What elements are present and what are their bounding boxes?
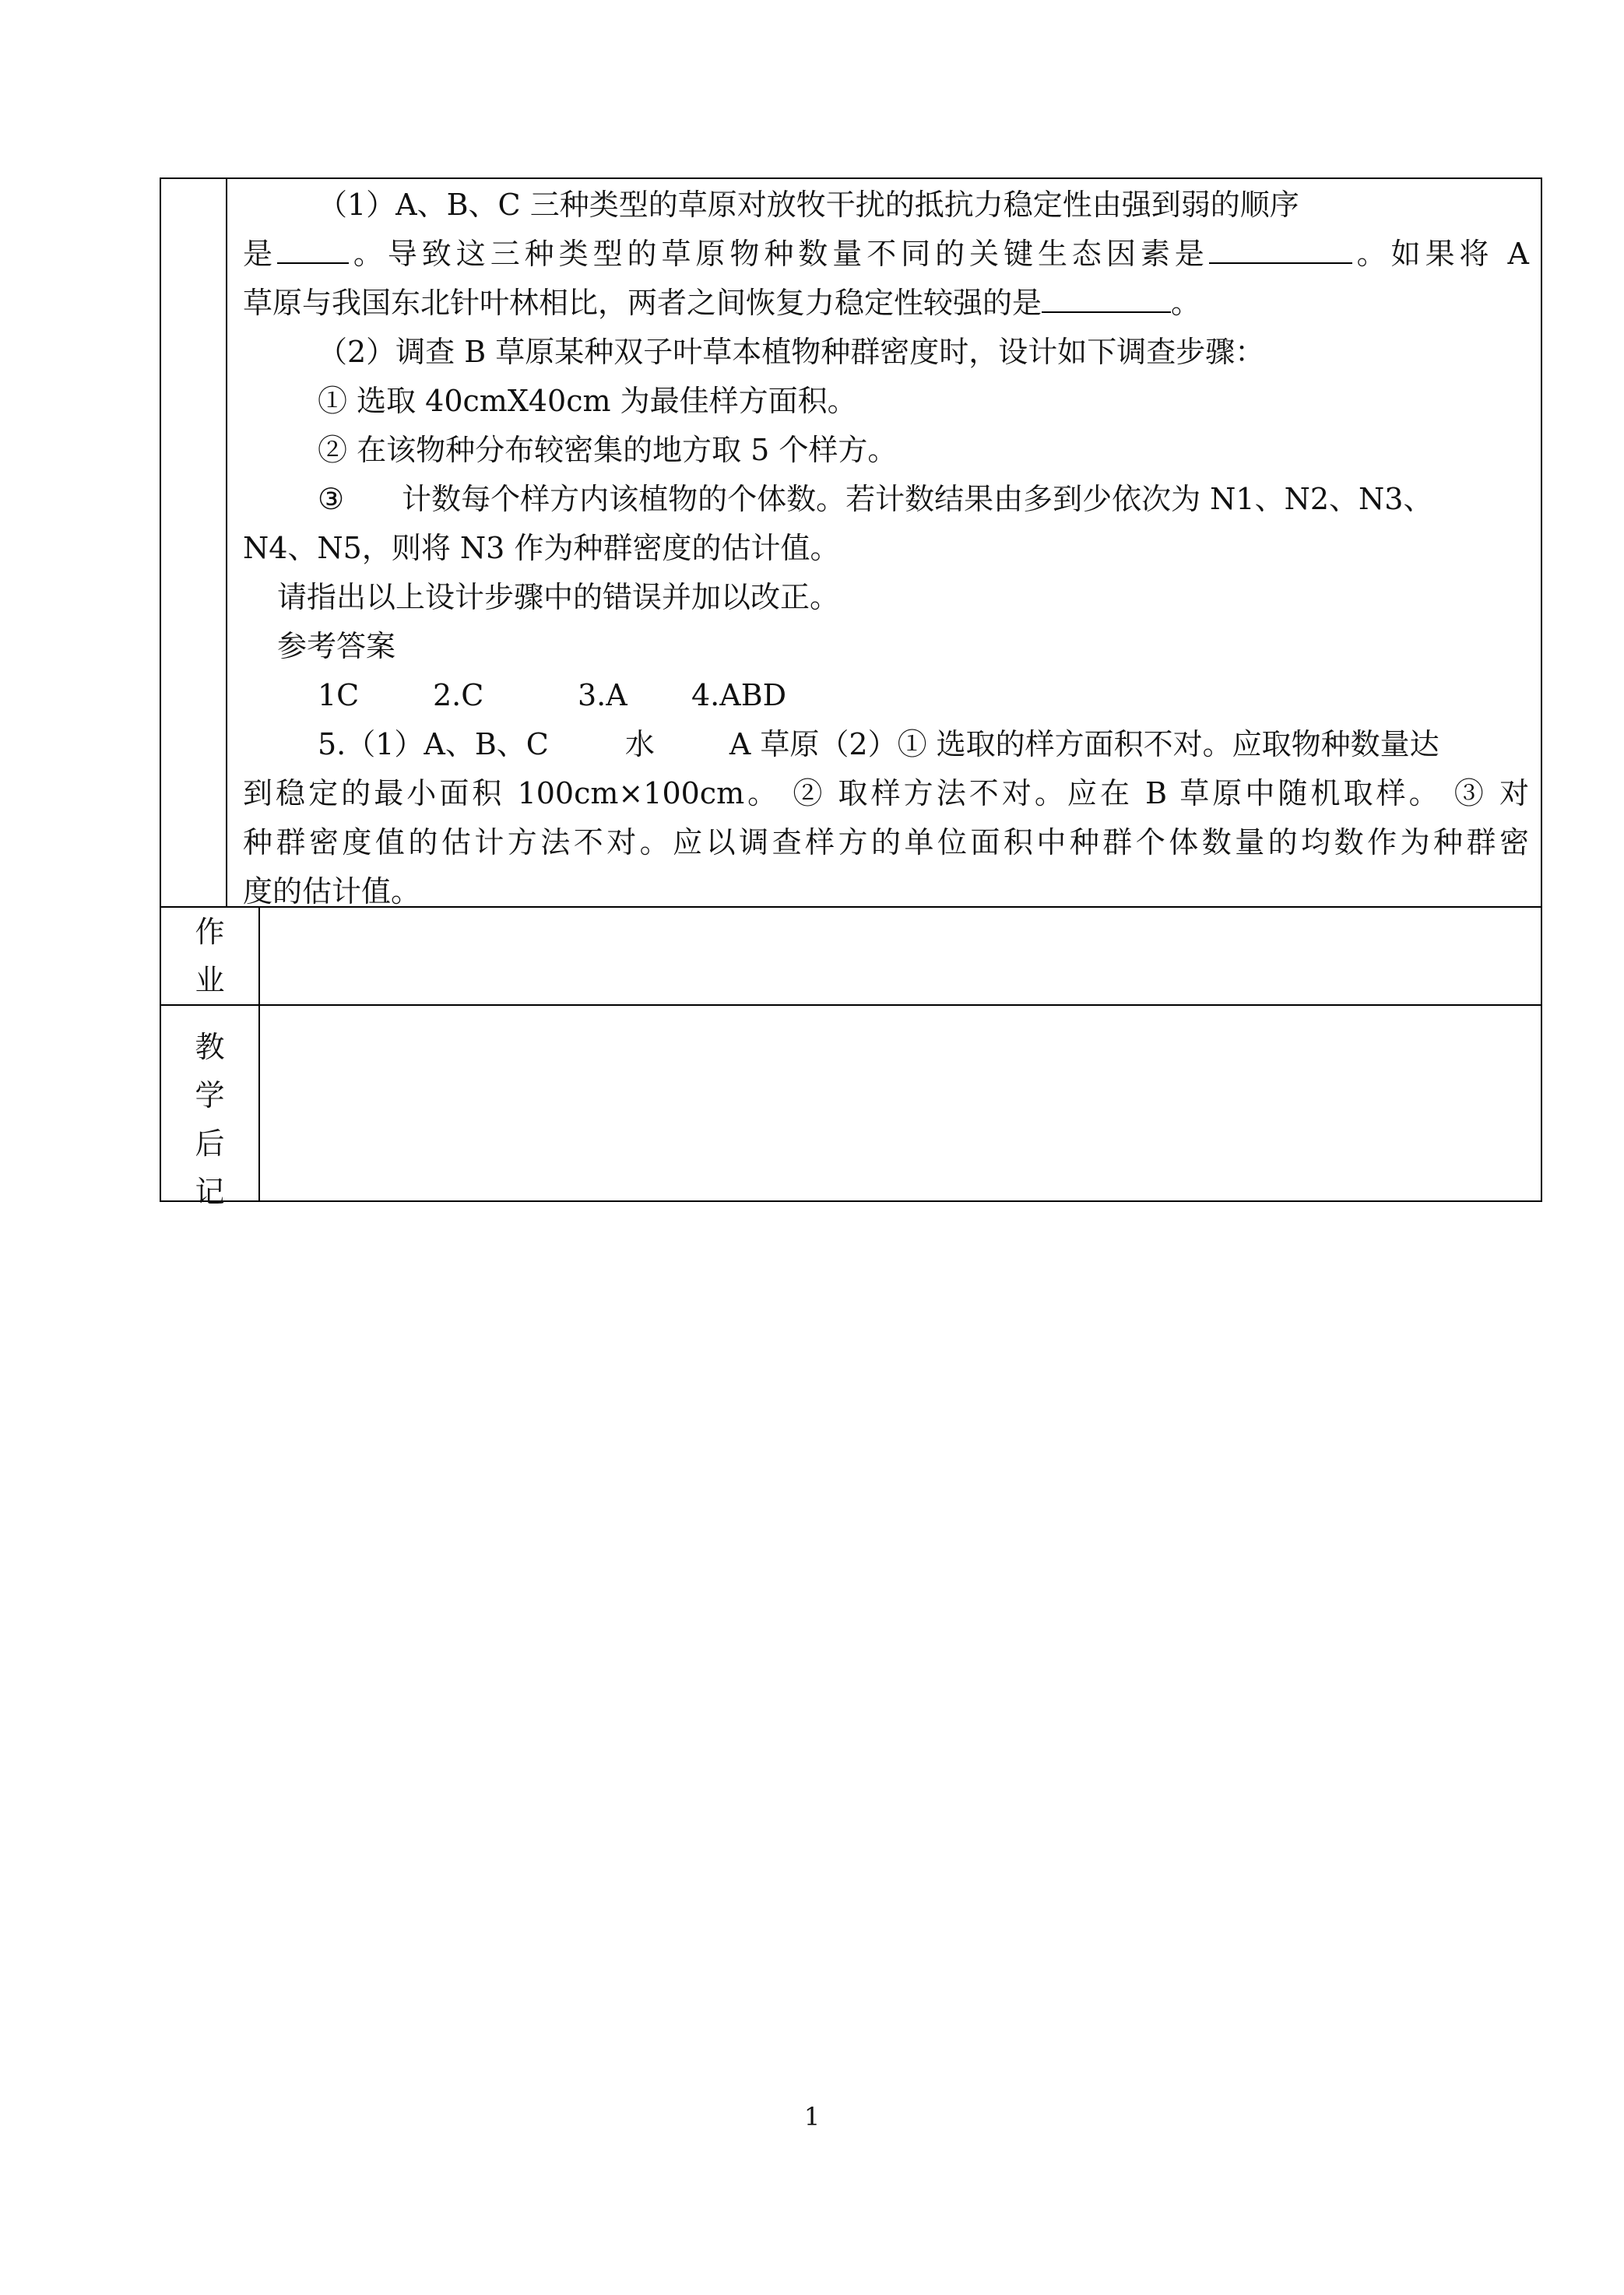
- answer-3: 3.A: [578, 678, 627, 712]
- text: 。: [1171, 286, 1201, 320]
- step-1: ① 选取 40cmX40cm 为最佳样方面积。: [318, 384, 857, 418]
- question-1-line-3: [243, 279, 1529, 328]
- step-3: [243, 475, 1529, 524]
- homework-label-char: 业: [195, 963, 225, 997]
- answer-1: 1C: [318, 678, 360, 712]
- homework-label: [161, 908, 258, 1004]
- text: 是: [243, 237, 277, 271]
- answers-heading: 参考答案: [277, 629, 396, 663]
- question-2-intro: （2）调查 B 草原某种双子叶草本植物种群密度时，设计如下调查步骤：: [318, 335, 1265, 369]
- teaching-notes-label: [161, 1023, 258, 1216]
- instruction: 请指出以上设计步骤中的错误并加以改正。: [277, 580, 840, 614]
- text: A 草原（2）① 选取的样方面积不对。应取物种数量达: [729, 727, 1439, 761]
- teaching-notes-label-char: 教: [195, 1030, 225, 1064]
- answer-5-line-4: 度的估计值。: [243, 874, 421, 909]
- answer-blank-1: [277, 239, 349, 264]
- question-1-line-2: [243, 230, 1529, 279]
- question-1-line-1: （1）A、B、C 三种类型的草原对放牧干扰的抵抗力稳定性由强到弱的顺序: [318, 188, 1299, 222]
- teaching-notes-label-char: 学: [195, 1078, 225, 1112]
- text: 水: [624, 727, 655, 761]
- questions-content: [243, 181, 1529, 916]
- answer-5-line-1: [243, 720, 1529, 769]
- step-3-text: 计数每个样方内该植物的个体数。若计数结果由多到少依次为 N1、N2、N3、: [402, 482, 1433, 516]
- step-3-continued: N4、N5，则将 N3 作为种群密度的估计值。: [243, 531, 840, 565]
- answer-2: 2.C: [433, 678, 484, 712]
- page-number: 1: [803, 2102, 821, 2132]
- text: 5.（1）A、B、C: [318, 727, 549, 761]
- teaching-notes-label-char: 记: [195, 1175, 225, 1209]
- text: 草原与我国东北针叶林相比，两者之间恢复力稳定性较强的是: [243, 286, 1042, 320]
- homework-label-char: 作: [195, 915, 225, 949]
- teaching-notes-label-char: 后: [195, 1126, 225, 1161]
- answer-5-line-2: 到稳定的最小面积 100cm×100cm。 ② 取样方法不对。应在 B 草原中随机取样。 ③ 对: [243, 776, 1529, 810]
- teaching-notes-cell[interactable]: [260, 1006, 1541, 1200]
- answer-blank-2: [1209, 239, 1352, 264]
- text: 。如果将 A: [1352, 237, 1529, 271]
- homework-cell[interactable]: [260, 908, 1541, 1004]
- answers-1-to-4: [243, 671, 1529, 720]
- step-3-marker: ③: [318, 482, 345, 516]
- answer-5-line-3: 种群密度值的估计方法不对。应以调查样方的单位面积中种群个体数量的均数作为种群密: [243, 825, 1529, 859]
- text: 。导致这三种类型的草原物种数量不同的关键生态因素是: [348, 237, 1209, 271]
- answer-blank-3: [1042, 288, 1171, 313]
- step-2: ② 在该物种分布较密集的地方取 5 个样方。: [318, 433, 898, 467]
- answer-4: 4.ABD: [691, 678, 787, 712]
- top-left-column-divider: [226, 177, 227, 908]
